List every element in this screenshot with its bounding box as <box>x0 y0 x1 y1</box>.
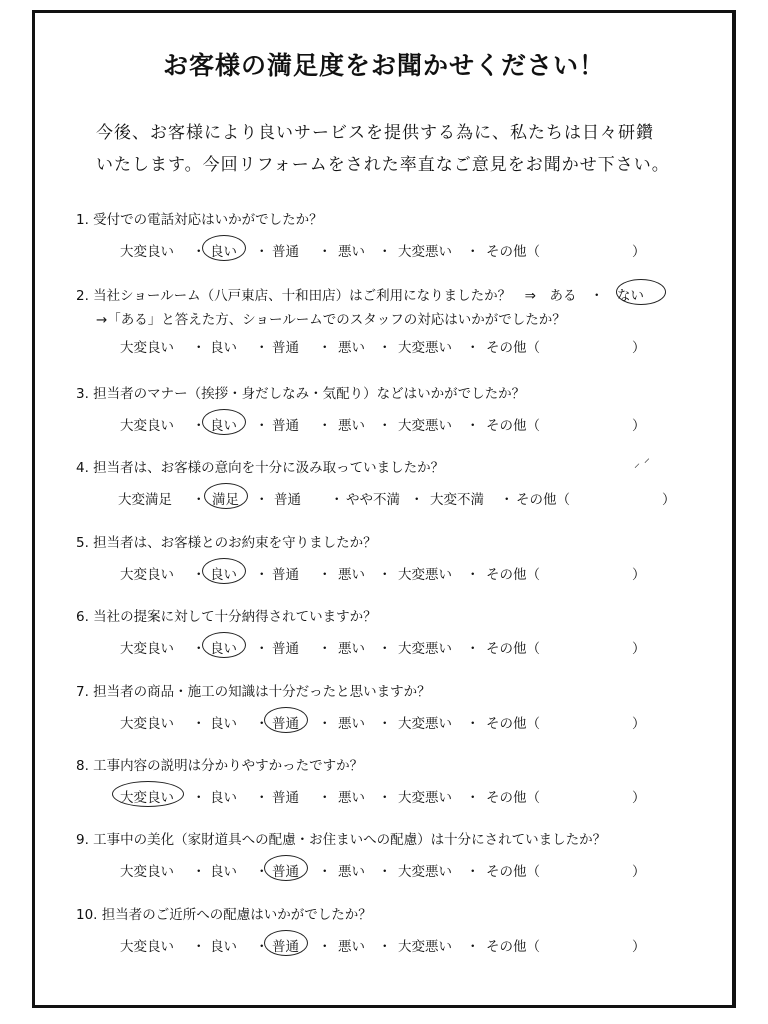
other-close-paren: ） <box>632 790 646 806</box>
question-3-option-3[interactable]: 普通 <box>272 418 299 434</box>
option-separator: ・ <box>466 716 480 732</box>
question-3-option-5[interactable]: 大変悪い <box>398 418 452 434</box>
option-separator: ・ <box>255 641 269 657</box>
option-separator: ・ <box>255 567 269 583</box>
option-separator: ・ <box>378 641 392 657</box>
question-5-other-option[interactable]: その他（ <box>486 567 540 583</box>
answer-circle <box>202 235 246 261</box>
question-1-text: 1. 受付での電話対応はいかがでしたか？ <box>76 212 323 228</box>
question-8-option-1[interactable]: 大変良い <box>120 790 174 806</box>
option-separator: ・ <box>466 340 480 356</box>
answer-circle <box>264 855 308 881</box>
question-1-option-1[interactable]: 大変良い <box>120 244 174 260</box>
question-6-text: 6. 当社の提案に対して十分納得されていますか？ <box>76 609 377 625</box>
option-separator: ・ <box>192 340 206 356</box>
question-6-option-2[interactable]: 良い <box>210 641 237 657</box>
question-9-other-option[interactable]: その他（ <box>486 864 540 880</box>
question-6-option-1[interactable]: 大変良い <box>120 641 174 657</box>
question-2-option-5[interactable]: 大変悪い <box>398 340 452 356</box>
question-6-option-5[interactable]: 大変悪い <box>398 641 452 657</box>
option-separator: ・ <box>378 790 392 806</box>
option-separator: ・ <box>466 939 480 955</box>
question-3-text: 3. 担当者のマナー（挨拶・身だしなみ・気配り）などはいかがでしたか？ <box>76 386 526 402</box>
question-2-option-1[interactable]: 大変良い <box>120 340 174 356</box>
intro-line-2: いたします。今回リフォームをされた率直なご意見をお聞かせ下さい。 <box>96 155 670 175</box>
other-close-paren: ） <box>632 716 646 732</box>
question-1-option-4[interactable]: 悪い <box>338 244 365 260</box>
option-separator: ・ <box>378 939 392 955</box>
question-8-option-5[interactable]: 大変悪い <box>398 790 452 806</box>
option-separator: ・ <box>500 492 514 508</box>
other-close-paren: ） <box>632 939 646 955</box>
option-separator: ・ <box>318 641 332 657</box>
question-2-option-2[interactable]: 良い <box>210 340 237 356</box>
option-separator: ・ <box>318 939 332 955</box>
option-separator: ・ <box>192 716 206 732</box>
option-separator: ・ <box>466 641 480 657</box>
option-separator: ・ <box>330 492 344 508</box>
question-10-other-option[interactable]: その他（ <box>486 939 540 955</box>
question-1-option-5[interactable]: 大変悪い <box>398 244 452 260</box>
option-separator: ・ <box>378 340 392 356</box>
other-close-paren: ） <box>632 244 646 260</box>
question-2-followup: →「ある」と答えた方、ショールームでのスタッフの対応はいかがでしたか？ <box>96 312 566 328</box>
question-3-option-2[interactable]: 良い <box>210 418 237 434</box>
question-5-text: 5. 担当者は、お客様とのお約束を守りましたか？ <box>76 535 377 551</box>
option-separator: ・ <box>378 864 392 880</box>
question-5-option-1[interactable]: 大変良い <box>120 567 174 583</box>
answer-circle <box>264 707 308 733</box>
other-close-paren: ） <box>632 567 646 583</box>
question-3-other-option[interactable]: その他（ <box>486 418 540 434</box>
question-8-text: 8. 工事内容の説明は分かりやすかったですか？ <box>76 758 364 774</box>
question-10-option-2[interactable]: 良い <box>210 939 237 955</box>
option-separator: ・ <box>255 939 269 955</box>
question-10-option-4[interactable]: 悪い <box>338 939 365 955</box>
question-3-option-1[interactable]: 大変良い <box>120 418 174 434</box>
option-separator: ・ <box>466 790 480 806</box>
option-separator: ・ <box>378 567 392 583</box>
question-8-option-2[interactable]: 良い <box>210 790 237 806</box>
option-separator: ・ <box>378 716 392 732</box>
option-separator: ・ <box>466 864 480 880</box>
question-1-other-option[interactable]: その他（ <box>486 244 540 260</box>
question-4-other-option[interactable]: その他（ <box>516 492 570 508</box>
option-separator: ・ <box>192 641 206 657</box>
option-separator: ・ <box>192 864 206 880</box>
option-separator: ・ <box>466 567 480 583</box>
other-close-paren: ） <box>632 418 646 434</box>
option-separator: ・ <box>192 567 206 583</box>
option-separator: ・ <box>410 492 424 508</box>
other-close-paren: ） <box>632 641 646 657</box>
option-separator: ・ <box>192 790 206 806</box>
other-close-paren: ） <box>632 340 646 356</box>
question-7-option-1[interactable]: 大変良い <box>120 716 174 732</box>
question-3-option-4[interactable]: 悪い <box>338 418 365 434</box>
option-separator: ・ <box>318 418 332 434</box>
question-8-option-3[interactable]: 普通 <box>272 790 299 806</box>
option-separator: ・ <box>255 340 269 356</box>
option-separator: ・ <box>255 244 269 260</box>
question-2-other-option[interactable]: その他（ <box>486 340 540 356</box>
option-separator: ・ <box>192 244 206 260</box>
question-10-option-5[interactable]: 大変悪い <box>398 939 452 955</box>
option-separator: ・ <box>192 939 206 955</box>
option-separator: ・ <box>318 790 332 806</box>
question-9-option-1[interactable]: 大変良い <box>120 864 174 880</box>
option-separator: ・ <box>318 244 332 260</box>
option-separator: ・ <box>255 864 269 880</box>
question-2-option-4[interactable]: 悪い <box>338 340 365 356</box>
option-separator: ・ <box>255 492 269 508</box>
question-7-option-2[interactable]: 良い <box>210 716 237 732</box>
answer-circle <box>616 279 666 305</box>
answer-circle <box>202 558 246 584</box>
question-6-option-3[interactable]: 普通 <box>272 641 299 657</box>
question-7-text: 7. 担当者の商品・施工の知識は十分だったと思いますか？ <box>76 684 431 700</box>
question-10-text: 10. 担当者のご近所への配慮はいかがでしたか？ <box>76 907 372 923</box>
answer-circle <box>264 930 308 956</box>
answer-circle <box>202 632 246 658</box>
question-9-text: 9. 工事中の美化（家財道具への配慮・お住まいへの配慮）は十分にされていましたか？ <box>76 832 607 848</box>
question-7-option-5[interactable]: 大変悪い <box>398 716 452 732</box>
question-4-option-1[interactable]: 大変満足 <box>118 492 172 508</box>
option-separator: ・ <box>378 244 392 260</box>
question-9-option-5[interactable]: 大変悪い <box>398 864 452 880</box>
pen-mark: ⸝ ⸍ <box>634 456 650 470</box>
question-6-other-option[interactable]: その他（ <box>486 641 540 657</box>
other-close-paren: ） <box>632 864 646 880</box>
option-separator: ・ <box>255 418 269 434</box>
option-separator: ・ <box>255 716 269 732</box>
page-title: お客様の満足度をお聞かせください！ <box>162 51 605 80</box>
other-close-paren: ） <box>662 492 676 508</box>
option-separator: ・ <box>318 567 332 583</box>
question-1-option-2[interactable]: 良い <box>210 244 237 260</box>
question-10-option-3[interactable]: 普通 <box>272 939 299 955</box>
question-5-option-5[interactable]: 大変悪い <box>398 567 452 583</box>
option-separator: ・ <box>318 716 332 732</box>
answer-circle <box>202 409 246 435</box>
question-8-other-option[interactable]: その他（ <box>486 790 540 806</box>
option-separator: ・ <box>318 340 332 356</box>
question-4-option-5[interactable]: 大変不満 <box>430 492 484 508</box>
question-4-option-3[interactable]: 普通 <box>274 492 301 508</box>
question-1-option-3[interactable]: 普通 <box>272 244 299 260</box>
intro-line-1: 今後、お客様により良いサービスを提供する為に、私たちは日々研鑽 <box>96 123 654 143</box>
question-4-option-2[interactable]: 満足 <box>212 492 239 508</box>
question-7-option-3[interactable]: 普通 <box>272 716 299 732</box>
question-9-option-4[interactable]: 悪い <box>338 864 365 880</box>
question-4-option-4[interactable]: やや不満 <box>346 492 400 508</box>
option-separator: ・ <box>318 864 332 880</box>
answer-circle <box>112 781 184 807</box>
question-5-option-3[interactable]: 普通 <box>272 567 299 583</box>
question-2-option-3[interactable]: 普通 <box>272 340 299 356</box>
question-5-option-4[interactable]: 悪い <box>338 567 365 583</box>
option-separator: ・ <box>255 790 269 806</box>
option-separator: ・ <box>466 418 480 434</box>
option-separator: ・ <box>466 244 480 260</box>
answer-circle <box>204 483 248 509</box>
option-separator: ・ <box>192 418 206 434</box>
question-6-option-4[interactable]: 悪い <box>338 641 365 657</box>
question-2-text: 2. 当社ショールーム（八戸東店、十和田店）はご利用になりましたか？ ⇒ ある ・ ない <box>76 288 644 304</box>
question-7-other-option[interactable]: その他（ <box>486 716 540 732</box>
option-separator: ・ <box>192 492 206 508</box>
question-4-text: 4. 担当者は、お客様の意向を十分に汲み取っていましたか？ <box>76 460 445 476</box>
question-9-option-3[interactable]: 普通 <box>272 864 299 880</box>
question-7-option-4[interactable]: 悪い <box>338 716 365 732</box>
question-9-option-2[interactable]: 良い <box>210 864 237 880</box>
question-8-option-4[interactable]: 悪い <box>338 790 365 806</box>
question-10-option-1[interactable]: 大変良い <box>120 939 174 955</box>
option-separator: ・ <box>378 418 392 434</box>
question-5-option-2[interactable]: 良い <box>210 567 237 583</box>
